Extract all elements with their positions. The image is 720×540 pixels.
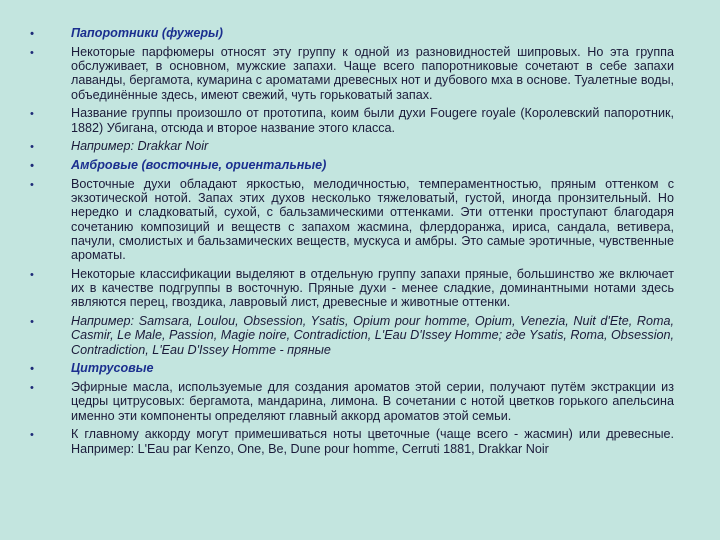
example-amber: • Например: Samsara, Loulou, Obsession, Ysatis, Opium pour homme, Opium, Venezia, Nuit d'Ete, Roma, Casmir, Le Male, Passion, Magie noire, Contradiction, L'Eau D'Issey Homme; где Ysatis, Roma, Obsession, Contradiction, L'Eau D'Issey Homme - пряные [30, 314, 674, 357]
example-ferns: • Например: Drakkar Noir [30, 139, 674, 153]
paragraph-citrus-accord: • К главному аккорду могут примешиваться ноты цветочные (чаще всего - жасмин) или древесные. Например: L'Eau par Kenzo, One, Be, Dune pour homme, Cerruti 1881, Drakkar Noir [30, 427, 674, 456]
heading-amber: • Амбровые (восточные, ориентальные) [30, 158, 674, 172]
heading-citrus: • Цитрусовые [30, 361, 674, 375]
paragraph-ferns-origin: • Название группы произошло от прототипа, коим были духи Fougere royale (Королевский папоротник, 1882) Убигана, отсюда и второе название этого класса. [30, 106, 674, 135]
heading-ferns: • Папоротники (фужеры) [30, 26, 674, 40]
paragraph-amber-description: • Восточные духи обладают яркостью, мелодичностью, темпераментностью, пряным оттенком с экзотической нотой. Запах этих духов несколько тяжеловатый, густой, иногда пронзительный. Но нередко и сладковатый, сухой, с бальзамическими оттенками. Эти оттенки проступают благодаря сочетанию композиций и веществ с запахом жасмина, флердоранжа, ириса, сандала, ветивера, пачули, смолистых и бальзамических веществ, мускуса и амбры. Это самые эротичные, чувственные ароматы. [30, 177, 674, 263]
paragraph-ferns-description: • Некоторые парфюмеры относят эту группу к одной из разновидностей шипровых. Но эта группа обслуживает, в основном, мужские запахи. Чаще всего папоротниковые сочетают в себе запахи лаванды, бергамота, кумарина с ароматами древесных нот и дубового мха в основе. Туалетные воды, объединённые здесь, имеют свежий, чуть горьковатый запах. [30, 45, 674, 102]
bullet-list [30, 26, 674, 460]
paragraph-citrus-description: • Эфирные масла, используемые для создания ароматов этой серии, получают путём экстракции из цедры цитрусовых: бергамота, мандарина, лимона. В сочетании с нотой цветков горького апельсина именно эти компоненты определяют главный аккорд ароматов этой семьи. [30, 380, 674, 423]
paragraph-spicy-subgroup: • Некоторые классификации выделяют в отдельную группу запахи пряные, большинство же включает их в качестве подгруппы в восточную. Пряные духи - менее сладкие, доминантными нотами здесь являются перец, гвоздика, лавровый лист, древесные и животные оттенки. [30, 267, 674, 310]
